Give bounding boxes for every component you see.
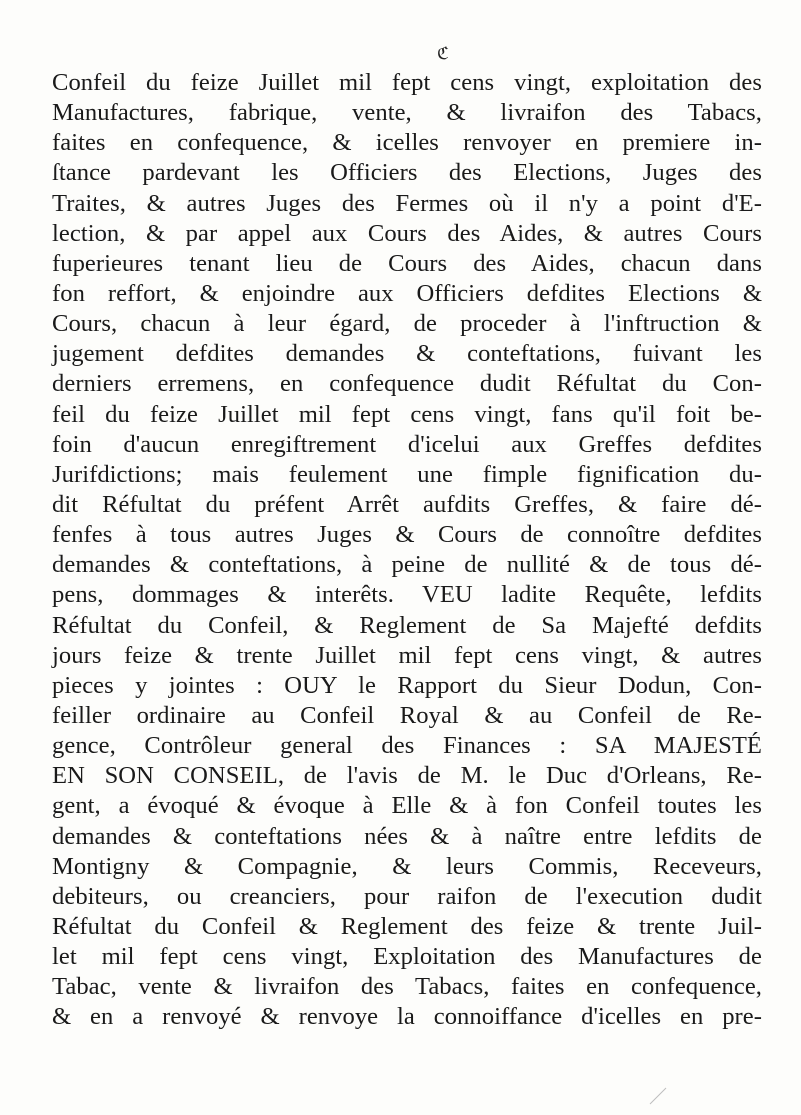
text-line: lection, & par appel aux Cours des Aides, & autres Cours xyxy=(52,219,762,247)
text-line: EN SON CONSEIL, de l'avis de M. le Duc d'Orleans, Re- xyxy=(52,762,762,790)
text-line: fon reffort, & enjoindre aux Officiers defdites Elections & xyxy=(52,279,762,307)
text-line: gence, Contrôleur general des Finances : SA MAJESTÉ xyxy=(52,732,762,760)
text-line: Jurifdictions; mais feulement une fimple fignification du- xyxy=(52,460,762,488)
text-line: debiteurs, ou creanciers, pour raifon de l'execution dudit xyxy=(52,882,762,910)
text-line: pieces y jointes : OUY le Rapport du Sieur Dodun, Con- xyxy=(52,671,762,699)
text-line: Réfultat du Confeil, & Reglement de Sa Majefté defdits xyxy=(52,611,762,639)
text-line: fenfes à tous autres Juges & Cours de connoître defdites xyxy=(52,521,762,549)
text-line: feil du feize Juillet mil fept cens vingt, fans qu'il foit be- xyxy=(52,400,762,428)
text-line: faites en confequence, & icelles renvoyer en premiere in- xyxy=(52,129,762,157)
text-line: foin d'aucun enregiftrement d'icelui aux Greffes defdites xyxy=(52,430,762,458)
text-line: ſtance pardevant les Officiers des Elections, Juges des xyxy=(52,159,762,187)
signature-mark: ℭ xyxy=(437,44,449,64)
text-line: derniers erremens, en confequence dudit Réfultat du Con- xyxy=(52,370,762,398)
text-line: Montigny & Compagnie, & leurs Commis, Receveurs, xyxy=(52,852,762,880)
text-line: feiller ordinaire au Confeil Royal & au Confeil de Re- xyxy=(52,701,762,729)
text-line: pens, dommages & interêts. VEU ladite Requête, lefdits xyxy=(52,581,762,609)
text-line: jugement defdites demandes & conteftations, fuivant les xyxy=(52,340,762,368)
text-line: Tabac, vente & livraifon des Tabacs, faites en confequence, xyxy=(52,973,762,1001)
text-line: fuperieures tenant lieu de Cours des Aides, chacun dans xyxy=(52,249,762,277)
text-line: demandes & conteftations, à peine de nullité & de tous dé- xyxy=(52,551,762,579)
text-line: Cours, chacun à leur égard, de proceder à l'inftruction & xyxy=(52,310,762,338)
text-line: Confeil du feize Juillet mil fept cens vingt, exploitation des xyxy=(52,69,762,96)
text-line: Réfultat du Confeil & Reglement des feize & trente Juil- xyxy=(52,912,762,940)
text-line: Manufactures, fabrique, vente, & livraifon des Tabacs, xyxy=(52,99,762,127)
scan-stroke-mark xyxy=(646,1086,670,1106)
text-line: dit Réfultat du préfent Arrêt aufdits Greffes, & faire dé- xyxy=(52,490,762,518)
text-line: jours feize & trente Juillet mil fept cens vingt, & autres xyxy=(52,641,762,669)
text-line: & en a renvoyé & renvoye la connoiffance d'icelles en pre- xyxy=(52,1003,762,1031)
text-line: let mil fept cens vingt, Exploitation des Manufactures de xyxy=(52,943,762,971)
text-line: demandes & conteftations nées & à naître entre lefdits de xyxy=(52,822,762,850)
text-line: gent, a évoqué & évoque à Elle & à fon Confeil toutes les xyxy=(52,792,762,820)
text-line: Traites, & autres Juges des Fermes où il n'y a point d'E- xyxy=(52,189,762,217)
body-text xyxy=(52,68,762,1033)
